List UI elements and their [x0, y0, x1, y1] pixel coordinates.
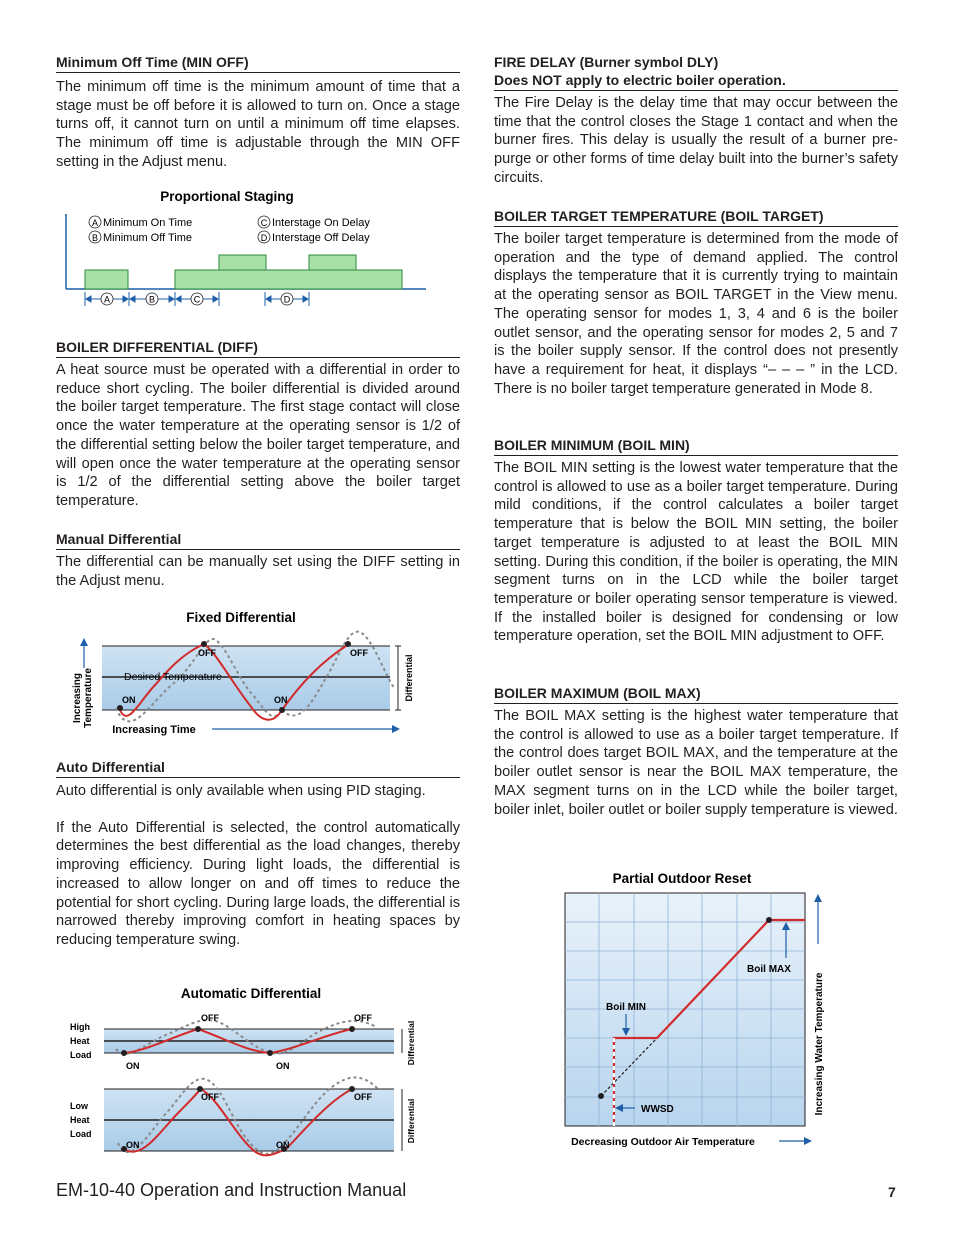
- high-label-2: Heat: [70, 1036, 90, 1046]
- fire-delay-heading: FIRE DELAY (Burner symbol DLY): [494, 54, 719, 70]
- fixed-y-arrow-head-icon: [80, 638, 88, 646]
- high-on-point-2: [267, 1050, 273, 1056]
- high-off-point-1: [195, 1026, 201, 1032]
- high-on-label-1: ON: [126, 1061, 140, 1071]
- boil-min-section: [494, 437, 898, 646]
- fixed-on-label-2: ON: [274, 695, 288, 705]
- prop-staging-title: Proportional Staging: [160, 189, 294, 204]
- high-off-label-1: OFF: [201, 1013, 219, 1023]
- min-off-heading: Minimum Off Time (MIN OFF): [56, 54, 460, 73]
- boil-min-label: Boil MIN: [606, 1002, 646, 1013]
- high-on-point-1: [121, 1050, 127, 1056]
- stage1-bar-1: [85, 270, 128, 289]
- low-label-3: Load: [70, 1129, 92, 1139]
- legend-d-letter: D: [260, 233, 268, 243]
- stage1-bar-2: [175, 270, 402, 289]
- manual-diff-heading: Manual Differential: [56, 531, 460, 550]
- reset-title: Partial Outdoor Reset: [612, 871, 752, 886]
- span-d-letter: D: [283, 294, 291, 305]
- automatic-differential-figure: [56, 983, 460, 1163]
- auto-diff-section: [56, 759, 460, 950]
- auto-diff-body-1: Auto differential is only available when using PID staging.: [56, 783, 426, 799]
- fixed-on-point-2: [279, 707, 285, 713]
- fixed-desired-label: Desired Temperature: [124, 671, 222, 683]
- reset-start-point: [598, 1093, 604, 1099]
- arrow-a-right-icon: [123, 296, 128, 302]
- boil-max-label: Boil MAX: [747, 964, 791, 975]
- arrow-d-left-icon: [266, 296, 271, 302]
- arrow-c-right-icon: [213, 296, 218, 302]
- high-label-3: Load: [70, 1050, 92, 1060]
- reset-max-point: [766, 917, 772, 923]
- reset-y-arrow-head-icon: [814, 894, 822, 902]
- arrow-c-left-icon: [176, 296, 181, 302]
- footer-title: EM-10-40 Operation and Instruction Manual: [56, 1180, 407, 1200]
- legend-b-letter: B: [91, 233, 99, 243]
- fixed-x-label: Increasing Time: [112, 724, 196, 736]
- boiler-diff-body: A heat source must be operated with a differential in order to reduce short cycling. The boiler differential is divided around the boiler target temperature. The first stage contact will close once the water temperature at the operating sensor is 1/2 of the differential setting below the boiler target temperature, and will open once the water temperature at the operating sensor is 1/2 of the differential setting above the boiler target temperature.: [56, 362, 460, 509]
- high-on-label-2: ON: [276, 1061, 290, 1071]
- fixed-off-point-1: [201, 641, 207, 647]
- fixed-diff-vlabel: Differential: [404, 654, 414, 702]
- boiler-diff-heading: BOILER DIFFERENTIAL (DIFF): [56, 339, 460, 358]
- manual-diff-body: The differential can be manually set using the DIFF setting in the Adjust menu.: [56, 554, 460, 589]
- low-off-label-1: OFF: [201, 1092, 219, 1102]
- high-label-1: High: [70, 1022, 90, 1032]
- boiler-diff-section: [56, 339, 460, 511]
- legend-a-letter: A: [91, 218, 99, 228]
- auto-diff-body-2: If the Auto Differential is selected, the control automatically determines the best differential as the load changes, thereby improving efficiency. During light loads, the differential is increased to allow longer on and off times to reduce the potential for short cycling. During large loads, the differential is narrowed thereby improving comfort in heating spaces by reducing temperature swing.: [56, 819, 460, 948]
- high-off-point-2: [349, 1026, 355, 1032]
- min-off-section: [56, 54, 460, 172]
- boil-max-heading: BOILER MAXIMUM (BOIL MAX): [494, 685, 898, 704]
- low-on-label-1: ON: [126, 1140, 140, 1150]
- fire-delay-body: The Fire Delay is the delay time that may occur between the time that the control closes the Stage 1 contact and when the burner fires. This delay is usually the result of a burner pre-purge or other forms of time delay built into the burner’s safety circuits.: [494, 95, 898, 186]
- legend-d-text: Interstage Off Delay: [272, 232, 370, 244]
- fixed-y-label-1: Increasing: [72, 672, 83, 724]
- reset-x-arrow-head-icon: [804, 1137, 812, 1145]
- span-a-letter: A: [103, 294, 111, 305]
- boil-max-body: The BOIL MAX setting is the highest water temperature that the control is allowed to use as a boiler target temperature. If the control does target BOIL MAX, and the temperature at the boiler outlet sensor is near the BOIL MAX temperature, the MAX segment turns on in the LCD while the boiler target, boiler inlet, boiler outlet or boiler supply temperature is viewed.: [494, 708, 898, 818]
- span-b-letter: B: [148, 294, 156, 305]
- low-label-1: Low: [70, 1101, 88, 1111]
- stage2-bar-2: [309, 255, 356, 270]
- fixed-off-label-2: OFF: [350, 648, 368, 658]
- low-off-label-2: OFF: [354, 1092, 372, 1102]
- boil-target-body: The boiler target temperature is determined from the mode of operation and the type of demand applied. The control displays the temperature that it is currently trying to maintain at the operating sensor as BOIL TARGET in the View menu. The operating sensor for modes 1, 3, 4 and 6 is the boiler outlet sensor, and the operating sensor for modes 2, 5 and 7 is the boiler supply sensor. If the control does not presently have a requirement for heat, it displays “– – – ” in the LCD. There is no boiler target temperature generated in Mode 8.: [494, 231, 898, 397]
- fire-delay-subheading: Does NOT apply to electric boiler operation.: [494, 72, 898, 91]
- high-off-label-2: OFF: [354, 1013, 372, 1023]
- fire-delay-section: [494, 54, 898, 188]
- reset-y-label: Increasing Water Temperature: [814, 972, 825, 1116]
- fixed-differential-figure: [56, 608, 460, 743]
- fixed-off-point-2: [345, 641, 351, 647]
- fixed-on-point-1: [117, 705, 123, 711]
- legend-c-text: Interstage On Delay: [272, 217, 370, 229]
- arrow-d-right-icon: [303, 296, 308, 302]
- arrow-b-right-icon: [169, 296, 174, 302]
- wwsd-label: WWSD: [641, 1104, 674, 1115]
- auto-diff-title: Automatic Differential: [180, 986, 322, 1001]
- proportional-staging-figure: [56, 186, 460, 311]
- boil-target-section: [494, 208, 898, 398]
- boil-max-section: [494, 685, 898, 819]
- low-diff-vlabel: Differential: [406, 1098, 416, 1144]
- high-diff-vlabel: Differential: [406, 1020, 416, 1066]
- legend-a-text: Minimum On Time: [103, 217, 193, 229]
- boil-target-heading: BOILER TARGET TEMPERATURE (BOIL TARGET): [494, 208, 898, 227]
- span-c-letter: C: [193, 294, 201, 305]
- partial-outdoor-reset-figure: [555, 868, 835, 1156]
- fixed-off-label-1: OFF: [198, 648, 216, 658]
- boil-min-heading: BOILER MINIMUM (BOIL MIN): [494, 437, 898, 456]
- fixed-x-arrow-head-icon: [392, 725, 400, 733]
- legend-c-letter: C: [260, 218, 268, 228]
- low-on-label-2: ON: [276, 1140, 290, 1150]
- reset-x-label: Decreasing Outdoor Air Temperature: [571, 1136, 755, 1148]
- min-off-body: The minimum off time is the minimum amount of time that a stage must be off before it is allowed to turn on. Once a stage turns off, it cannot turn on until a minimum off time elapses. The minimum off time is adjustable through the MIN OFF setting in the Adjust menu.: [56, 79, 460, 170]
- low-label-2: Heat: [70, 1115, 90, 1125]
- fixed-on-label-1: ON: [122, 695, 136, 705]
- manual-diff-section: [56, 531, 460, 590]
- boil-min-body: The BOIL MIN setting is the lowest water temperature that the control is allowed to use as a boiler target temperature. During mild conditions, if the control calculates a boiler target temperature that is below the BOIL MIN setting, the boiler target temperature is adjusted to at least the BOIL MIN setting. During this condition, if the boiler is operating, the MIN segment turns on in the LCD while the boiler target temperature or boiler operating sensor temperature is viewed. If the installed boiler is designed for condensing or low temperature operation, set the BOIL MIN adjustment to OFF.: [494, 460, 898, 645]
- legend-b-text: Minimum Off Time: [103, 232, 193, 244]
- auto-diff-heading: Auto Differential: [56, 759, 460, 778]
- arrow-a-left-icon: [86, 296, 91, 302]
- fixed-diff-title: Fixed Differential: [186, 610, 296, 625]
- page-number: 7: [888, 1184, 896, 1200]
- fixed-y-label-2: Temperature: [83, 668, 94, 728]
- stage2-bar-1: [219, 255, 266, 270]
- arrow-b-left-icon: [130, 296, 135, 302]
